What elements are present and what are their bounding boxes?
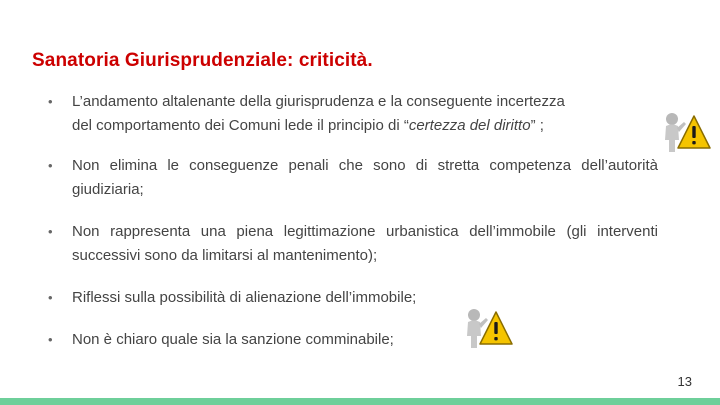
bullet-text xyxy=(72,90,658,138)
bullet-text: Riflessi sulla possibilità di alienazione dell’immobile; xyxy=(72,289,417,306)
bullet-line xyxy=(72,114,658,138)
bullet-text: Non è chiaro quale sia la sanzione comminabile; xyxy=(72,331,394,348)
bullet-text-run: del comportamento dei Comuni lede il principio di “ xyxy=(72,117,409,134)
bullet-dot: • xyxy=(48,224,53,239)
emphasis-text: certezza del diritto xyxy=(408,117,531,134)
bullet-dot: • xyxy=(48,94,53,109)
bullet-text-run: ” ; xyxy=(530,117,544,134)
page-number: 13 xyxy=(677,374,692,389)
bullet-line: L’andamento altalenante della giurisprudenza e la conseguente incertezza xyxy=(72,93,565,110)
slide-title: Sanatoria Giurisprudenziale: criticità. xyxy=(32,50,373,71)
warning-figure-icon xyxy=(660,110,712,156)
warning-figure-icon xyxy=(462,306,514,352)
footer-bar xyxy=(0,398,720,405)
bullet-text: Non elimina le conseguenze penali che sono di stretta competenza dell’autorità giudiziaria; xyxy=(72,157,658,198)
bullet-dot: • xyxy=(48,332,53,347)
bullet-dot: • xyxy=(48,158,53,173)
bullet-text: Non rappresenta una piena legittimazione urbanistica dell’immobile (gli interventi successivi sono da limitarsi al mantenimento); xyxy=(72,223,658,264)
bullet-dot: • xyxy=(48,290,53,305)
